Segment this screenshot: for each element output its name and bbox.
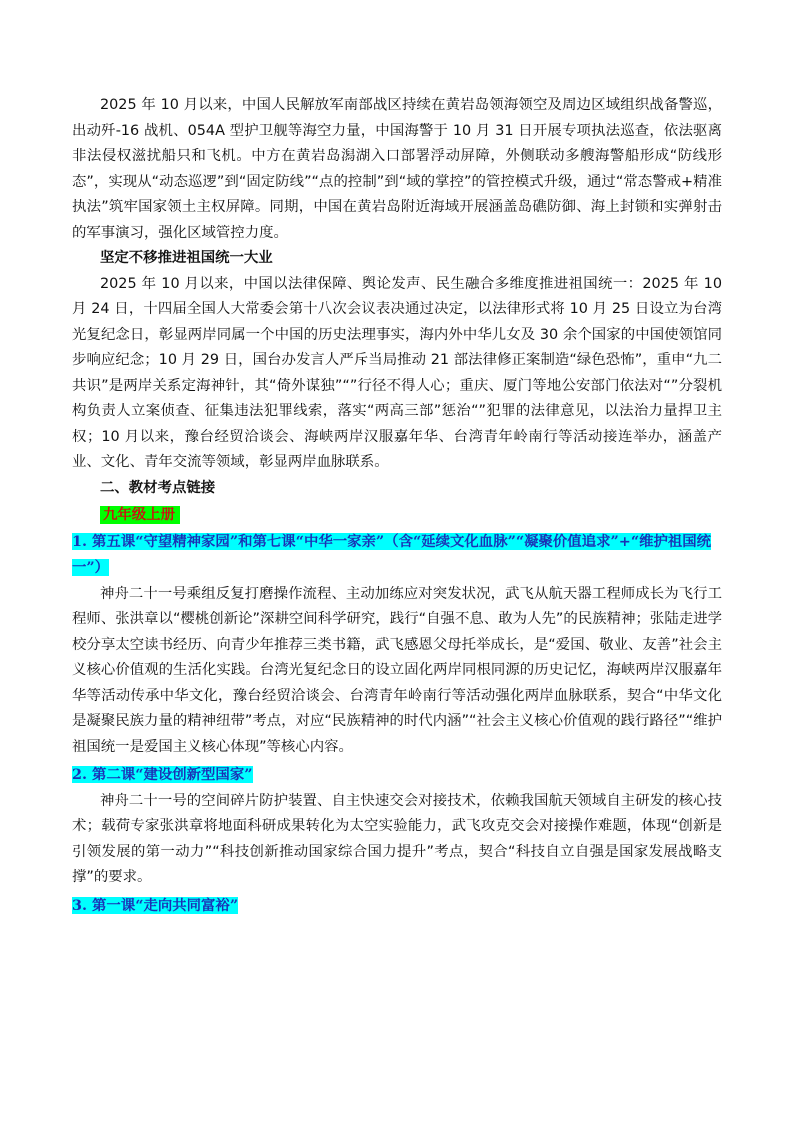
- paragraph-lesson-1: 神舟二十一号乘组反复打磨操作流程、主动加练应对突发状况，武飞从航天器工程师成长为飞行工程师、张洪章以“樱桃创新论”深耕空间科学研究，践行“自强不息、敢为人先”的民族精神；张陆走进学校分享太空读书经历、向青少年推荐三类书籍，武飞感恩父母托举成长，是“爱国、敬业、友善”社会主义核心价值观的生活化实践。台湾光复纪念日的设立固化两岸同根同源的历史记忆，海峡两岸汉服嘉年华等活动传承中华文化，豫台经贸洽谈会、台湾青年岭南行等活动强化两岸血脉联系，契合“中华文化是凝聚民族力量的精神纽带”考点，对应“民族精神的时代内涵”“社会主义核心价值观的践行路径”“维护祖国统一是爱国主义核心体现”等核心内容。: [72, 585, 722, 755]
- grade-label-row: [72, 503, 722, 529]
- document-body: [72, 93, 722, 919]
- lesson-heading-row-2: [72, 762, 722, 789]
- lesson-heading-row-1: [72, 529, 722, 582]
- section-heading-reunification: 坚定不移推进祖国统一大业: [100, 250, 273, 266]
- lesson-heading-1: 1. 第五课“守望精神家园”和第七课“中华一家亲”（含“延续文化血脉”“凝聚价值追求”+“维护祖国统一”）: [72, 532, 712, 576]
- section-heading-textbook-links: 二、教材考点链接: [100, 479, 216, 496]
- grade-label: 九年级上册: [100, 506, 180, 524]
- lesson-heading-3: 3. 第一课“走向共同富裕”: [72, 896, 239, 914]
- paragraph-reunification: 2025 年 10 月以来，中国以法律保障、舆论发声、民生融合多维度推进祖国统一：2025 年 10 月 24 日，十四届全国人大常委会第十八次会议表决通过决定，以法律形式将 10 月 25 日设立为台湾光复纪念日，彰显两岸同属一个中国的历史法理事实，海内外中华儿女及 30 余个国家的中国使领馆同步响应纪念；10 月 29 日，国台办发言人严斥当局推动 21 部法律修正案制造“绿色恐怖”，重申“九二共识”是两岸关系定海神针，其“倚外谋独”“”行径不得人心；重庆、厦门等地公安部门依法对“”分裂机构负责人立案侦查、征集违法犯罪线索，落实“两高三部”惩治“”犯罪的法律意见，以法治力量捍卫主权；10 月以来，豫台经贸洽谈会、海峡两岸汉服嘉年华、台湾青年岭南行等活动接连举办，涵盖产业、文化、青年交流等领域，彰显两岸血脉联系。: [72, 275, 722, 470]
- lesson-heading-row-3: [72, 893, 722, 920]
- lesson-heading-2: 2. 第二课“建设创新型国家”: [72, 766, 253, 783]
- paragraph-lesson-2: 神舟二十一号的空间碎片防护装置、自主快速交会对接技术，依赖我国航天领域自主研发的核心技术；载荷专家张洪章将地面科研成果转化为太空实验能力，武飞攻克交会对接操作难题，体现“创新是引领发展的第一动力”“科技创新推动国家综合国力提升”考点，契合“科技自立自强是国家发展战略支撑”的要求。: [72, 792, 722, 885]
- paragraph-huangyan-island: 2025 年 10 月以来，中国人民解放军南部战区持续在黄岩岛领海领空及周边区域组织战备警巡，出动歼-16 战机、054A 型护卫舰等海空力量，中国海警于 10 月 31 日开展专项执法巡查，依法驱离非法侵权滋扰船只和飞机。中方在黄岩岛潟湖入口部署浮动屏障，外侧联动多艘海警船形成“防线形态”，实现从“动态巡逻”到“固定防线”“点的控制”到“域的掌控”的管控模式升级，通过“常态警戒+精准执法”筑牢国家领土主权屏障。同期，中国在黄岩岛附近海域开展涵盖岛礁防御、海上封锁和实弹射击的军事演习，强化区域管控力度。: [72, 97, 722, 241]
